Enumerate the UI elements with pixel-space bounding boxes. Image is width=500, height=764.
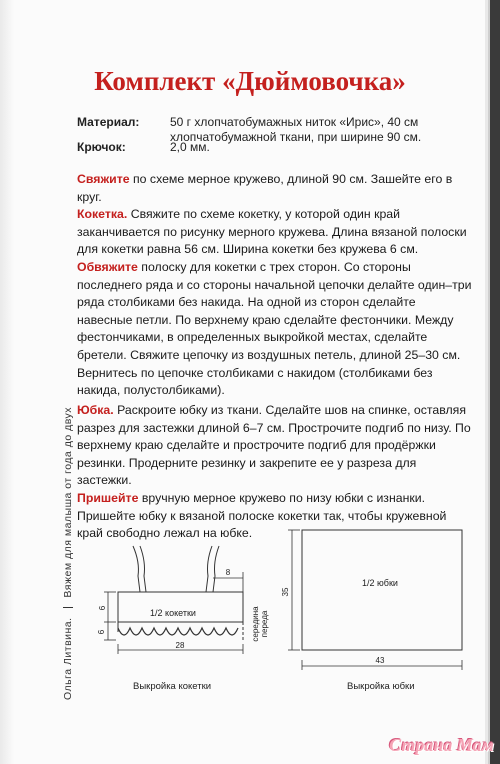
center-front-label-1: середина — [251, 606, 260, 642]
yoke-pattern-diagram — [88, 544, 278, 674]
side-caption-author: Ольга Литвина. — [62, 617, 74, 700]
yoke-strap-right-a — [206, 546, 212, 592]
paragraph-yoke: Кокетка. Свяжите по схеме кокетку, у которой один край заканчивается по рисунку мерного кружева. Длина вязаной полоски для кокетки равна 56 см. Ширина кокетки без кружева 6 см. — [77, 207, 467, 257]
yoke-label: 1/2 кокетки — [150, 608, 196, 618]
skirt-label: 1/2 юбки — [362, 578, 398, 588]
hook-value: 2,0 мм. — [170, 140, 210, 154]
center-front-label-2: переда — [260, 610, 269, 638]
yoke-pattern-caption: Выкройка кокетки — [133, 681, 212, 692]
yoke-strap-right-b — [213, 546, 219, 592]
hook-label: Крючок: — [77, 140, 126, 154]
yoke-strap-left-a — [133, 546, 140, 592]
side-caption-divider — [63, 607, 73, 608]
yoke-scallop-edge — [118, 628, 238, 635]
dim-height-bottom-text: 6 — [97, 629, 106, 635]
paragraph-skirt: Юбка. Раскроите юбку из ткани. Сделайте шов на спинке, оставляя разрез для застежки длиной 6–7 см. Прострочите подгиб по низу. По верхнему краю сделайте и прострочите подгиб для продёржки резинки. Продерните резинку и закрепите ее у разреза для застежки. — [77, 403, 471, 488]
keyword-prishejte: Пришейте — [77, 490, 139, 505]
yoke-strap-left-b — [140, 546, 146, 592]
keyword-svyazhite: Свяжите — [77, 172, 130, 186]
skirt-body-rect — [302, 530, 462, 650]
skirt-pattern-caption: Выкройка юбки — [347, 681, 415, 692]
material-line-1: 50 г хлопчатобумажных ниток «Ирис», 40 см — [170, 115, 419, 129]
instructions-block-1 — [77, 171, 472, 400]
material-label: Материал: — [77, 115, 140, 129]
keyword-obvyazhite: Обвяжите — [77, 259, 138, 274]
skirt-pattern-diagram — [280, 520, 470, 680]
paragraph-edging: Обвяжите полоску для кокетки с трех сторон. Со стороны последнего ряда и со стороны начальной цепочки делайте один–три ряда столбиками без накида. На одной из сторон сделайте навесные петли. По верхнему краю сделайте фестончики. Между фестончиками, в определенных выкройкой местах, сделайте бретели. Свяжите цепочку из воздушных петель, длиной 25–30 см. Вернитесь по цепочке столбиками с накидом (столбиками без накида, полустолбиками). — [77, 259, 472, 398]
dim-height-top-text: 6 — [98, 605, 107, 611]
keyword-yubka: Юбка. — [77, 403, 114, 417]
paragraph-attach: Пришейте вручную мерное кружево по низу юбки с изнанки. Пришейте юбку к вязаной полоске кокетки так, чтобы кружевной край свободно лежал на юбке. — [77, 490, 447, 541]
page-title: Комплект «Дюймовочка» — [94, 66, 406, 96]
watermark-logo: Страна Мам — [389, 735, 494, 755]
material-line-2: хлопчатобумажной ткани, при ширине 90 см. — [170, 130, 422, 144]
dim-strap-text: 8 — [225, 568, 231, 577]
keyword-koketka: Кокетка. — [77, 207, 128, 222]
side-caption — [62, 280, 78, 700]
paragraph-lace: Свяжите по схеме мерное кружево, длиной 90 см. Зашейте его в круг. — [77, 172, 453, 204]
dim-width-text: 28 — [175, 641, 185, 650]
dim-skirt-width-text: 43 — [375, 656, 385, 665]
side-caption-book: Вяжем для малыша от года до двух — [62, 406, 74, 598]
page-binding — [0, 0, 14, 764]
material-value — [170, 115, 470, 145]
dim-skirt-height-text: 35 — [281, 587, 290, 597]
